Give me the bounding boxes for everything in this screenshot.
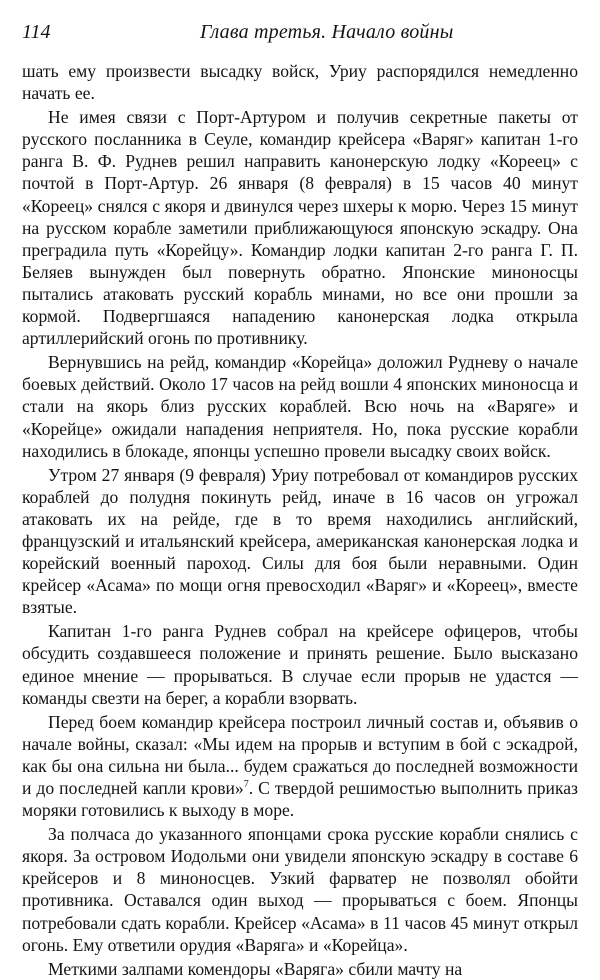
book-page — [22, 14, 578, 980]
running-head — [22, 14, 578, 50]
paragraph: Не имея связи с Порт-Артуром и получив секретные пакеты от русского посланника в Сеуле, командир крейсера «Варяг» капитан 1-го ранга В. Ф. Руднев решил направить канонерскую лодку «Кореец» с почтой в Порт-Артур. 26 января (8 февраля) в 15 часов 40 минут «Кореец» снялся с якоря и двинулся через шхеры к морю. Через 15 минут на русском корабле заметили приближающуюся японскую эскадру. Она преградила путь «Корейцу». Командир лодки капитан 2-го ранга Г. П. Беляев вынужден был повернуть обратно. Японские миноносцы пытались атаковать русский корабль минами, но все они прошли за кормой. Подвергшаяся нападению канонерская лодка открыла артиллерийский огонь по противнику. — [22, 107, 578, 349]
page-number: 114 — [22, 21, 51, 43]
paragraph-text-tail: . С твердой решимостью выполнить приказ моряки готовились к выходу в море. — [22, 778, 578, 821]
paragraph-continuation: шать ему произвести высадку войск, Уриу распорядился немедленно начать ее. — [22, 61, 578, 104]
footnote-marker[interactable]: 7 — [243, 779, 249, 791]
paragraph: За полчаса до указанного японцами срока русские корабли снялись с якоря. За островом Иодольми они увидели японскую эскадру в составе 6 крейсеров и 8 миноносцев. Узкий фарватер не позволял обойти противника. Оставался один выход — прорываться с боем. Японцы потребовали сдать корабли. Крейсер «Асама» в 11 часов 45 минут открыл огонь. Ему ответили орудия «Варяга» и «Корейца». — [22, 824, 578, 955]
paragraph-text: Перед боем командир крейсера построил личный состав и, объявив о начале войны, сказал: «Мы идем на прорыв и вступим в бой с эскадрой, как бы она сильна ни была... будем сражаться до последней возможности и до последней капли крови» — [22, 711, 578, 798]
paragraph: Утром 27 января (9 февраля) Уриу потребовал от командиров русских кораблей до полудня покинуть рейд, иначе в 16 часов он угрожал атаковать их на рейде, где в то время находились английский, французский и итальянский крейсера, американская канонерская лодка и корейский военный пароход. Силы для боя были неравными. Один крейсер «Асама» по мощи огня превосходил «Варяг» и «Кореец», вместе взятые. — [22, 464, 578, 618]
chapter-title: Глава третья. Начало войны — [200, 21, 454, 43]
body-text — [22, 60, 578, 980]
paragraph-truncated: Меткими залпами комендоры «Варяга» сбили мачту на — [48, 958, 463, 979]
paragraph: Вернувшись на рейд, командир «Корейца» доложил Рудневу о начале боевых действий. Около 17 часов на рейд вошли 4 японских миноносца и стали на якорь близ русских кораблей. Всю ночь на «Варяге» и «Корейце» ожидали нападения неприятеля. Но, пока русские корабли находились в блокаде, японцы успешно провели высадку своих войск. — [22, 352, 578, 461]
paragraph-with-footnote — [22, 711, 578, 821]
paragraph: Капитан 1-го ранга Руднев собрал на крейсере офицеров, чтобы обсудить создавшееся положение и принять решение. Было высказано единое мнение — прорываться. В случае если прорыв не удастся — команды свезти на берег, а корабли взорвать. — [22, 621, 578, 708]
